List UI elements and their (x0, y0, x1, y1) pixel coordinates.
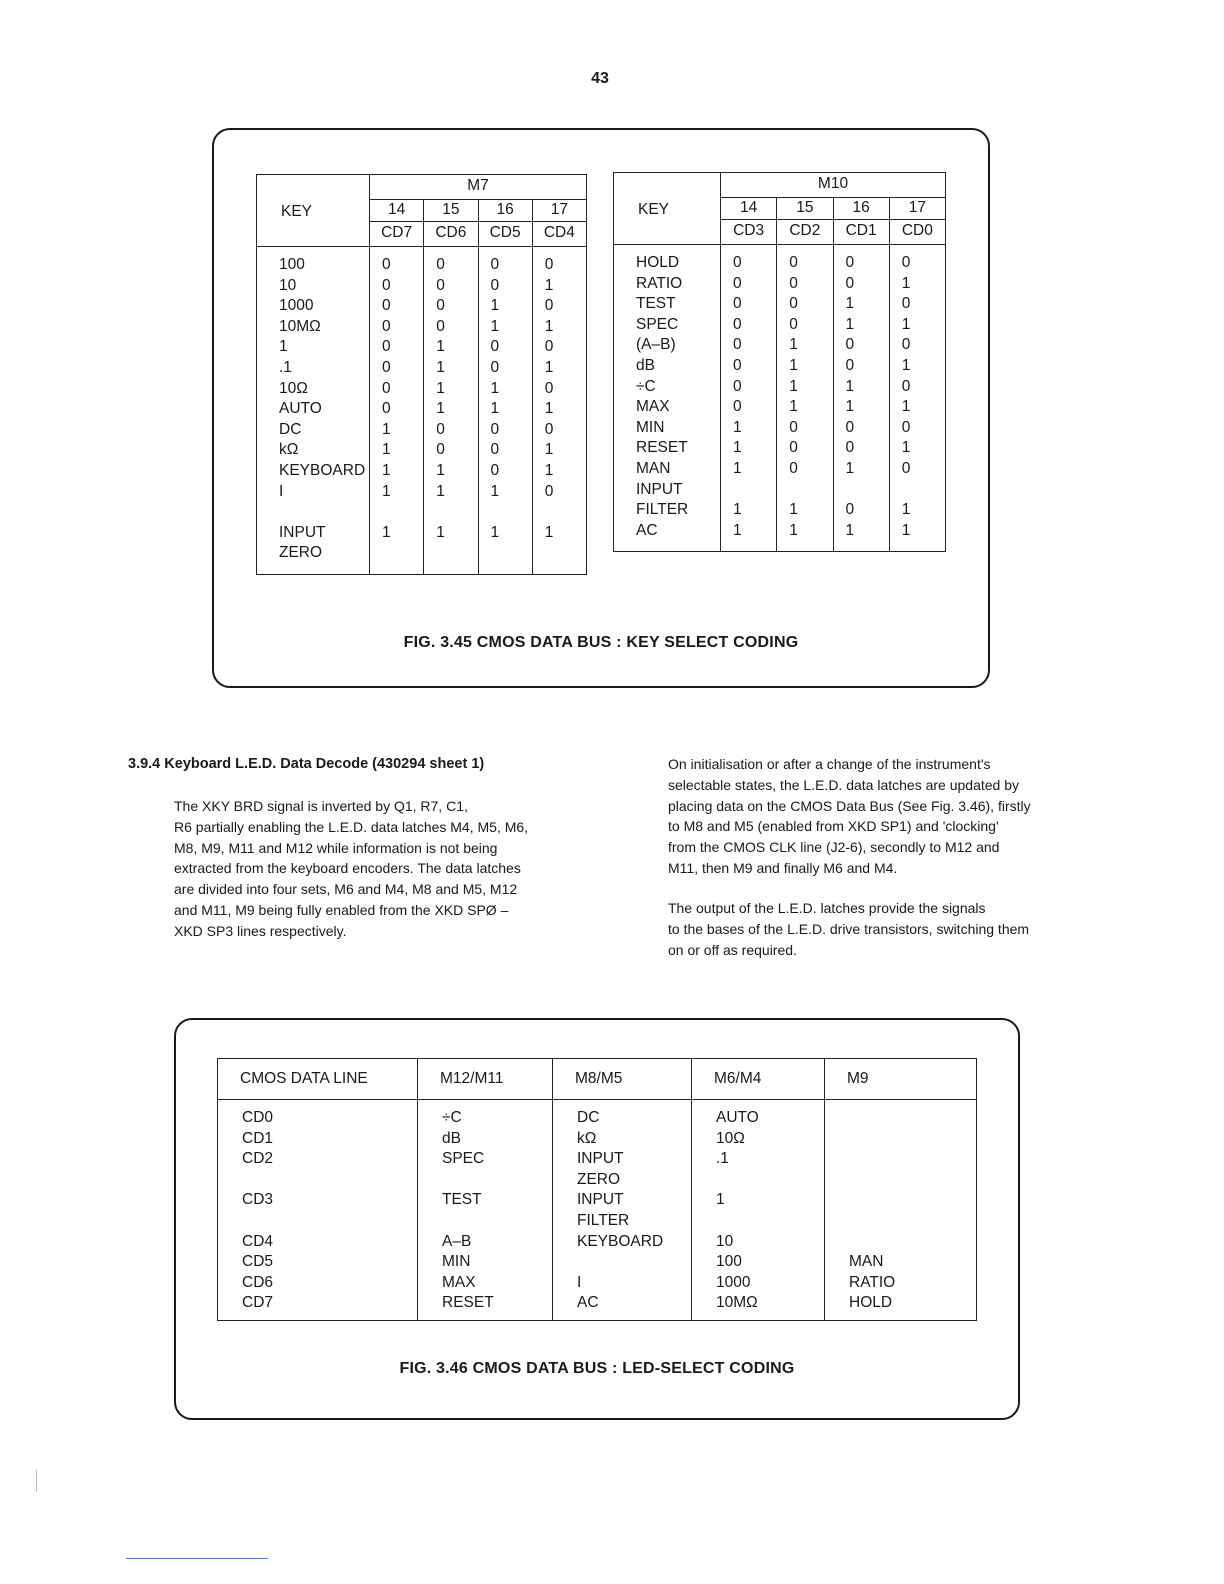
cell-value: 10 (279, 276, 297, 294)
cell-value: SPEC (442, 1150, 485, 1168)
cell-value: 1 (845, 459, 855, 477)
cell-value: 0 (733, 356, 742, 374)
column-header: CMOS DATA LINE (218, 1059, 418, 1100)
section-heading: 3.9.4 Keyboard L.E.D. Data Decode (430294 sheet 1) (128, 756, 485, 772)
group-header-m10: M10 (721, 173, 946, 198)
cell-value: 1 (901, 356, 911, 374)
cell-value: DC (577, 1109, 600, 1126)
column-header: M9 (825, 1059, 977, 1100)
column-header: M6/M4 (692, 1059, 825, 1100)
cell-value (545, 543, 586, 564)
cell-value: FILTER (577, 1211, 630, 1229)
cell-value (279, 502, 369, 523)
cell-value: 1 (901, 439, 911, 457)
cell-value: 1 (845, 521, 855, 539)
pin-header: 15 (777, 198, 833, 220)
pin-header: 16 (478, 200, 532, 222)
cell-value: 0 (789, 295, 798, 313)
cell-value: HOLD (849, 1294, 893, 1312)
cell-value: RATIO (849, 1273, 896, 1291)
text-line: On initialisation or after a change of the instrument's (668, 756, 991, 772)
cell-value: 0 (733, 295, 742, 313)
cell-value: 0 (382, 379, 391, 397)
cell-value: 1 (544, 400, 554, 418)
cell-value: 0 (436, 317, 445, 335)
cell-value: 0 (382, 338, 391, 356)
cell-value: 0 (490, 461, 500, 479)
cell-value (491, 502, 532, 523)
cell-value: 0 (544, 256, 554, 273)
cell-value: INPUT (636, 480, 683, 498)
cell-value: 1 (789, 521, 798, 539)
cell-value: I (279, 482, 284, 500)
text-line: from the CMOS CLK line (J2-6), secondly to M12 and (668, 839, 1000, 856)
cell-value: 1000 (716, 1273, 751, 1291)
cell-value: TEST (442, 1191, 482, 1209)
figure-3-46-caption: FIG. 3.46 CMOS DATA BUS : LED-SELECT CODING (399, 1360, 795, 1377)
cell-value: 1 (382, 441, 391, 459)
margin-mark (36, 1470, 37, 1492)
column-header: M12/M11 (418, 1059, 553, 1100)
cell-value: INPUT (577, 1150, 624, 1168)
text-line: are divided into four sets, M6 and M4, M8 and M5, M12 (174, 881, 518, 898)
cell-value: 0 (544, 379, 554, 397)
cell-value: 10MΩ (279, 317, 321, 335)
text-line: extracted from the keyboard encoders. The data latches (174, 860, 521, 877)
cell-value: 1 (733, 501, 742, 519)
cell-value: AUTO (279, 400, 322, 418)
cell-value: CD7 (242, 1294, 274, 1312)
m7-key-table (256, 174, 587, 575)
cell-value: 1 (436, 523, 445, 541)
cell-value: 1 (490, 523, 500, 541)
cell-value: 1 (436, 379, 445, 397)
cell-value: CD4 (242, 1232, 274, 1250)
cell-value: 0 (436, 276, 445, 294)
cell-value: 0 (789, 439, 798, 457)
cell-value (242, 1170, 417, 1191)
cell-value: 1 (901, 501, 911, 519)
cell-value: 0 (436, 256, 445, 273)
cell-value: 1 (789, 398, 798, 416)
cell-value: 1 (490, 482, 500, 500)
cell-value: 1 (382, 420, 391, 438)
bit-column (889, 245, 945, 552)
cell-value: 1 (845, 315, 855, 333)
cell-value: 1 (789, 336, 798, 354)
cell-value: 1 (733, 459, 742, 477)
key-list (257, 247, 370, 575)
cell-value: 1 (490, 400, 500, 418)
cell-value: 1 (436, 338, 445, 356)
cell-value (849, 1149, 976, 1170)
cell-value: 0 (382, 400, 391, 418)
cell-value: RATIO (636, 274, 683, 292)
led-select-table (217, 1058, 977, 1321)
bit-column (370, 247, 424, 575)
cell-value (716, 1170, 824, 1191)
cell-value: 1 (544, 523, 554, 541)
cell-value: I (577, 1273, 582, 1291)
text-line: to M8 and M5 (enabled from XKD SP1) and 'clocking' (668, 818, 999, 835)
pin-header: 15 (424, 200, 478, 222)
data-line-header: CD0 (889, 220, 945, 245)
cell-value: 1 (733, 521, 742, 539)
cell-value (849, 1170, 976, 1191)
cell-value: 0 (901, 295, 911, 313)
cell-value (436, 502, 477, 523)
cell-value: 1 (733, 439, 742, 457)
text-line: M11, then M9 and finally M6 and M4. (668, 859, 898, 876)
cell-value: 10Ω (716, 1129, 745, 1147)
cell-value: 1 (490, 297, 500, 315)
pin-header: 17 (889, 198, 945, 220)
m10-key-table (613, 172, 946, 552)
group-header-m7: M7 (370, 175, 587, 200)
cell-value: 0 (845, 336, 855, 354)
cell-value: 0 (901, 377, 911, 395)
key-list (614, 245, 721, 552)
cell-value (849, 1190, 976, 1211)
cell-value: 10 (716, 1232, 734, 1250)
cell-value: 0 (382, 317, 391, 335)
cell-value: 0 (733, 377, 742, 395)
cell-value: 0 (845, 439, 855, 457)
cell-value: CD1 (242, 1129, 274, 1147)
cell-value: dB (442, 1129, 461, 1147)
cell-value: 1 (436, 482, 445, 500)
data-line-header: CD3 (721, 220, 777, 245)
text-line: The output of the L.E.D. latches provide the signals (668, 900, 986, 916)
key-column-header: KEY (257, 175, 370, 247)
cell-value: 0 (544, 297, 554, 315)
cell-value (382, 543, 423, 564)
cell-value (577, 1252, 691, 1273)
cell-value: 1000 (279, 297, 314, 315)
cell-value (716, 1211, 824, 1232)
cell-value: MAN (636, 459, 671, 477)
cell-value (442, 1170, 552, 1191)
text-line: to the bases of the L.E.D. drive transistors, switching them (668, 920, 1030, 937)
text-line: placing data on the CMOS Data Bus (See Fig. 3.46), firstly (668, 797, 1031, 814)
cell-value (242, 1211, 417, 1232)
cell-value: 0 (544, 482, 554, 500)
cell-value: 0 (733, 336, 742, 354)
cell-value: RESET (442, 1294, 494, 1312)
cell-value: ÷C (636, 377, 656, 395)
text-line: The XKY BRD signal is inverted by Q1, R7, C1, (174, 798, 468, 814)
cell-value: 1 (436, 461, 445, 479)
cell-value: 1 (490, 379, 500, 397)
cell-value: 1 (845, 295, 855, 313)
cell-value: 1 (733, 418, 742, 436)
cell-value (545, 502, 586, 523)
cell-value: 0 (490, 276, 500, 294)
pin-header: 17 (532, 200, 586, 222)
cell-value: 0 (382, 358, 391, 376)
cell-value: 0 (901, 254, 911, 271)
cell-value: 0 (789, 418, 798, 436)
cell-value: MIN (636, 418, 665, 436)
cell-value (436, 543, 477, 564)
cell-value: 1 (789, 377, 798, 395)
cell-value: 1 (436, 358, 445, 376)
cell-value: dB (636, 356, 655, 374)
cell-value: 0 (789, 274, 798, 292)
cell-value: CD0 (242, 1109, 274, 1126)
cell-value: 0 (789, 459, 798, 477)
cell-value: ZERO (279, 544, 323, 562)
cell-value (846, 480, 889, 501)
cell-value (491, 543, 532, 564)
cell-value: 1 (544, 441, 554, 459)
cell-value (442, 1211, 552, 1232)
cell-value: 1 (716, 1191, 725, 1209)
text-line: XKD SP3 lines respectively. (174, 922, 347, 939)
paragraph (622, 754, 1068, 879)
cell-value: 0 (845, 418, 855, 436)
data-line-header: CD2 (777, 220, 833, 245)
cell-value: CD6 (242, 1273, 274, 1291)
m9-column (825, 1100, 977, 1321)
cell-value: MIN (442, 1253, 471, 1271)
cell-value: 0 (845, 254, 855, 271)
cell-value: SPEC (636, 315, 679, 333)
cell-value: 1 (544, 358, 554, 376)
cell-value: CD5 (242, 1253, 274, 1271)
pin-header: 14 (721, 198, 777, 220)
cell-value: MAX (442, 1273, 476, 1291)
cell-value: AC (577, 1294, 599, 1312)
cell-value: A–B (442, 1232, 472, 1250)
paragraph (128, 796, 578, 942)
cell-value: 0 (733, 315, 742, 333)
bit-column (777, 245, 833, 552)
m6-m4-column (692, 1100, 825, 1321)
data-line-column (218, 1100, 418, 1321)
cell-value (382, 502, 423, 523)
cell-value: MAN (849, 1253, 884, 1271)
cell-value: 0 (382, 276, 391, 294)
cell-value: 0 (845, 501, 855, 519)
bit-column (532, 247, 586, 575)
cell-value: RESET (636, 439, 688, 457)
cell-value: kΩ (279, 441, 299, 459)
cell-value: DC (279, 420, 302, 438)
cell-value: 10MΩ (716, 1294, 758, 1312)
column-header: M8/M5 (553, 1059, 692, 1100)
bit-column (478, 247, 532, 575)
cell-value: TEST (636, 295, 676, 313)
cell-value: FILTER (636, 501, 689, 519)
bit-column (721, 245, 777, 552)
cell-value: 1 (901, 274, 911, 292)
figure-3-45-caption: FIG. 3.45 CMOS DATA BUS : KEY SELECT CODING (403, 634, 799, 651)
cell-value: 1 (901, 315, 911, 333)
cell-value: 0 (733, 254, 742, 271)
cell-value: MAX (636, 398, 670, 416)
cell-value: 0 (845, 274, 855, 292)
pin-header: 14 (370, 200, 424, 222)
cell-value: 0 (490, 256, 500, 273)
cell-value: kΩ (577, 1129, 597, 1147)
cell-value: 0 (490, 441, 500, 459)
cell-value: 0 (901, 459, 911, 477)
data-line-header: CD4 (532, 222, 586, 247)
cell-value: 0 (901, 418, 911, 436)
cell-value: 1 (544, 461, 554, 479)
cell-value: INPUT (577, 1191, 624, 1209)
cell-value: .1 (716, 1150, 729, 1168)
page-number: 43 (591, 70, 609, 87)
cell-value: 1 (901, 398, 911, 416)
cell-value: 100 (279, 256, 305, 273)
cell-value: ZERO (577, 1170, 621, 1188)
cell-value: 0 (733, 274, 742, 292)
key-column-header: KEY (614, 173, 721, 245)
text-line: M8, M9, M11 and M12 while information is not being (174, 839, 498, 856)
cell-value: 0 (733, 398, 742, 416)
cell-value: 10Ω (279, 379, 308, 397)
cell-value: INPUT (279, 523, 326, 541)
text-line: selectable states, the L.E.D. data latches are updated by (668, 776, 1019, 793)
cell-value: 1 (279, 338, 288, 356)
cell-value: 0 (490, 338, 500, 356)
cell-value: 1 (382, 523, 391, 541)
data-line-header: CD1 (833, 220, 889, 245)
cell-value (902, 480, 945, 501)
cell-value: 0 (490, 420, 500, 438)
cell-value: KEYBOARD (279, 461, 366, 479)
cell-value: (A–B) (636, 336, 676, 354)
cell-value: 0 (901, 336, 911, 354)
cell-value: 0 (436, 297, 445, 315)
cell-value (789, 480, 832, 501)
bit-column (424, 247, 478, 575)
cell-value: 1 (544, 317, 554, 335)
cell-value (733, 480, 776, 501)
data-line-header: CD5 (478, 222, 532, 247)
footer-rule (126, 1558, 268, 1559)
bit-column (833, 245, 889, 552)
cell-value: 0 (789, 315, 798, 333)
text-line: R6 partially enabling the L.E.D. data latches M4, M5, M6, (174, 818, 529, 835)
cell-value: HOLD (636, 254, 680, 271)
cell-value: 0 (382, 256, 391, 273)
cell-value: 0 (845, 356, 855, 374)
data-line-header: CD6 (424, 222, 478, 247)
cell-value: 100 (716, 1253, 742, 1271)
paragraph (622, 898, 1068, 960)
text-line: and M11, M9 being fully enabled from the XKD SPØ – (174, 901, 509, 918)
data-line-header: CD7 (370, 222, 424, 247)
cell-value: 0 (490, 358, 500, 376)
text-line: on or off as required. (668, 941, 797, 958)
m8-m5-column (553, 1100, 692, 1321)
cell-value: 0 (382, 297, 391, 315)
cell-value: CD3 (242, 1191, 274, 1209)
cell-value: 0 (544, 420, 554, 438)
m12-m11-column (418, 1100, 553, 1321)
cell-value: 1 (490, 317, 500, 335)
cell-value: 1 (382, 482, 391, 500)
cell-value: AUTO (716, 1109, 759, 1126)
cell-value (849, 1232, 976, 1253)
cell-value: 1 (789, 356, 798, 374)
cell-value (849, 1211, 976, 1232)
cell-value (849, 1129, 976, 1150)
cell-value: AC (636, 521, 658, 539)
cell-value: 0 (544, 338, 554, 356)
cell-value: 1 (901, 521, 911, 539)
cell-value: KEYBOARD (577, 1232, 664, 1250)
cell-value: 1 (544, 276, 554, 294)
cell-value: 1 (436, 400, 445, 418)
cell-value: ÷C (442, 1109, 462, 1126)
cell-value: CD2 (242, 1150, 274, 1168)
pin-header: 16 (833, 198, 889, 220)
cell-value: 1 (382, 461, 391, 479)
cell-value: .1 (279, 358, 292, 376)
cell-value: 0 (436, 441, 445, 459)
cell-value: 1 (789, 501, 798, 519)
cell-value: 1 (845, 377, 855, 395)
cell-value: 1 (845, 398, 855, 416)
cell-value: 0 (436, 420, 445, 438)
cell-value: 0 (789, 254, 798, 271)
cell-value (849, 1108, 976, 1129)
